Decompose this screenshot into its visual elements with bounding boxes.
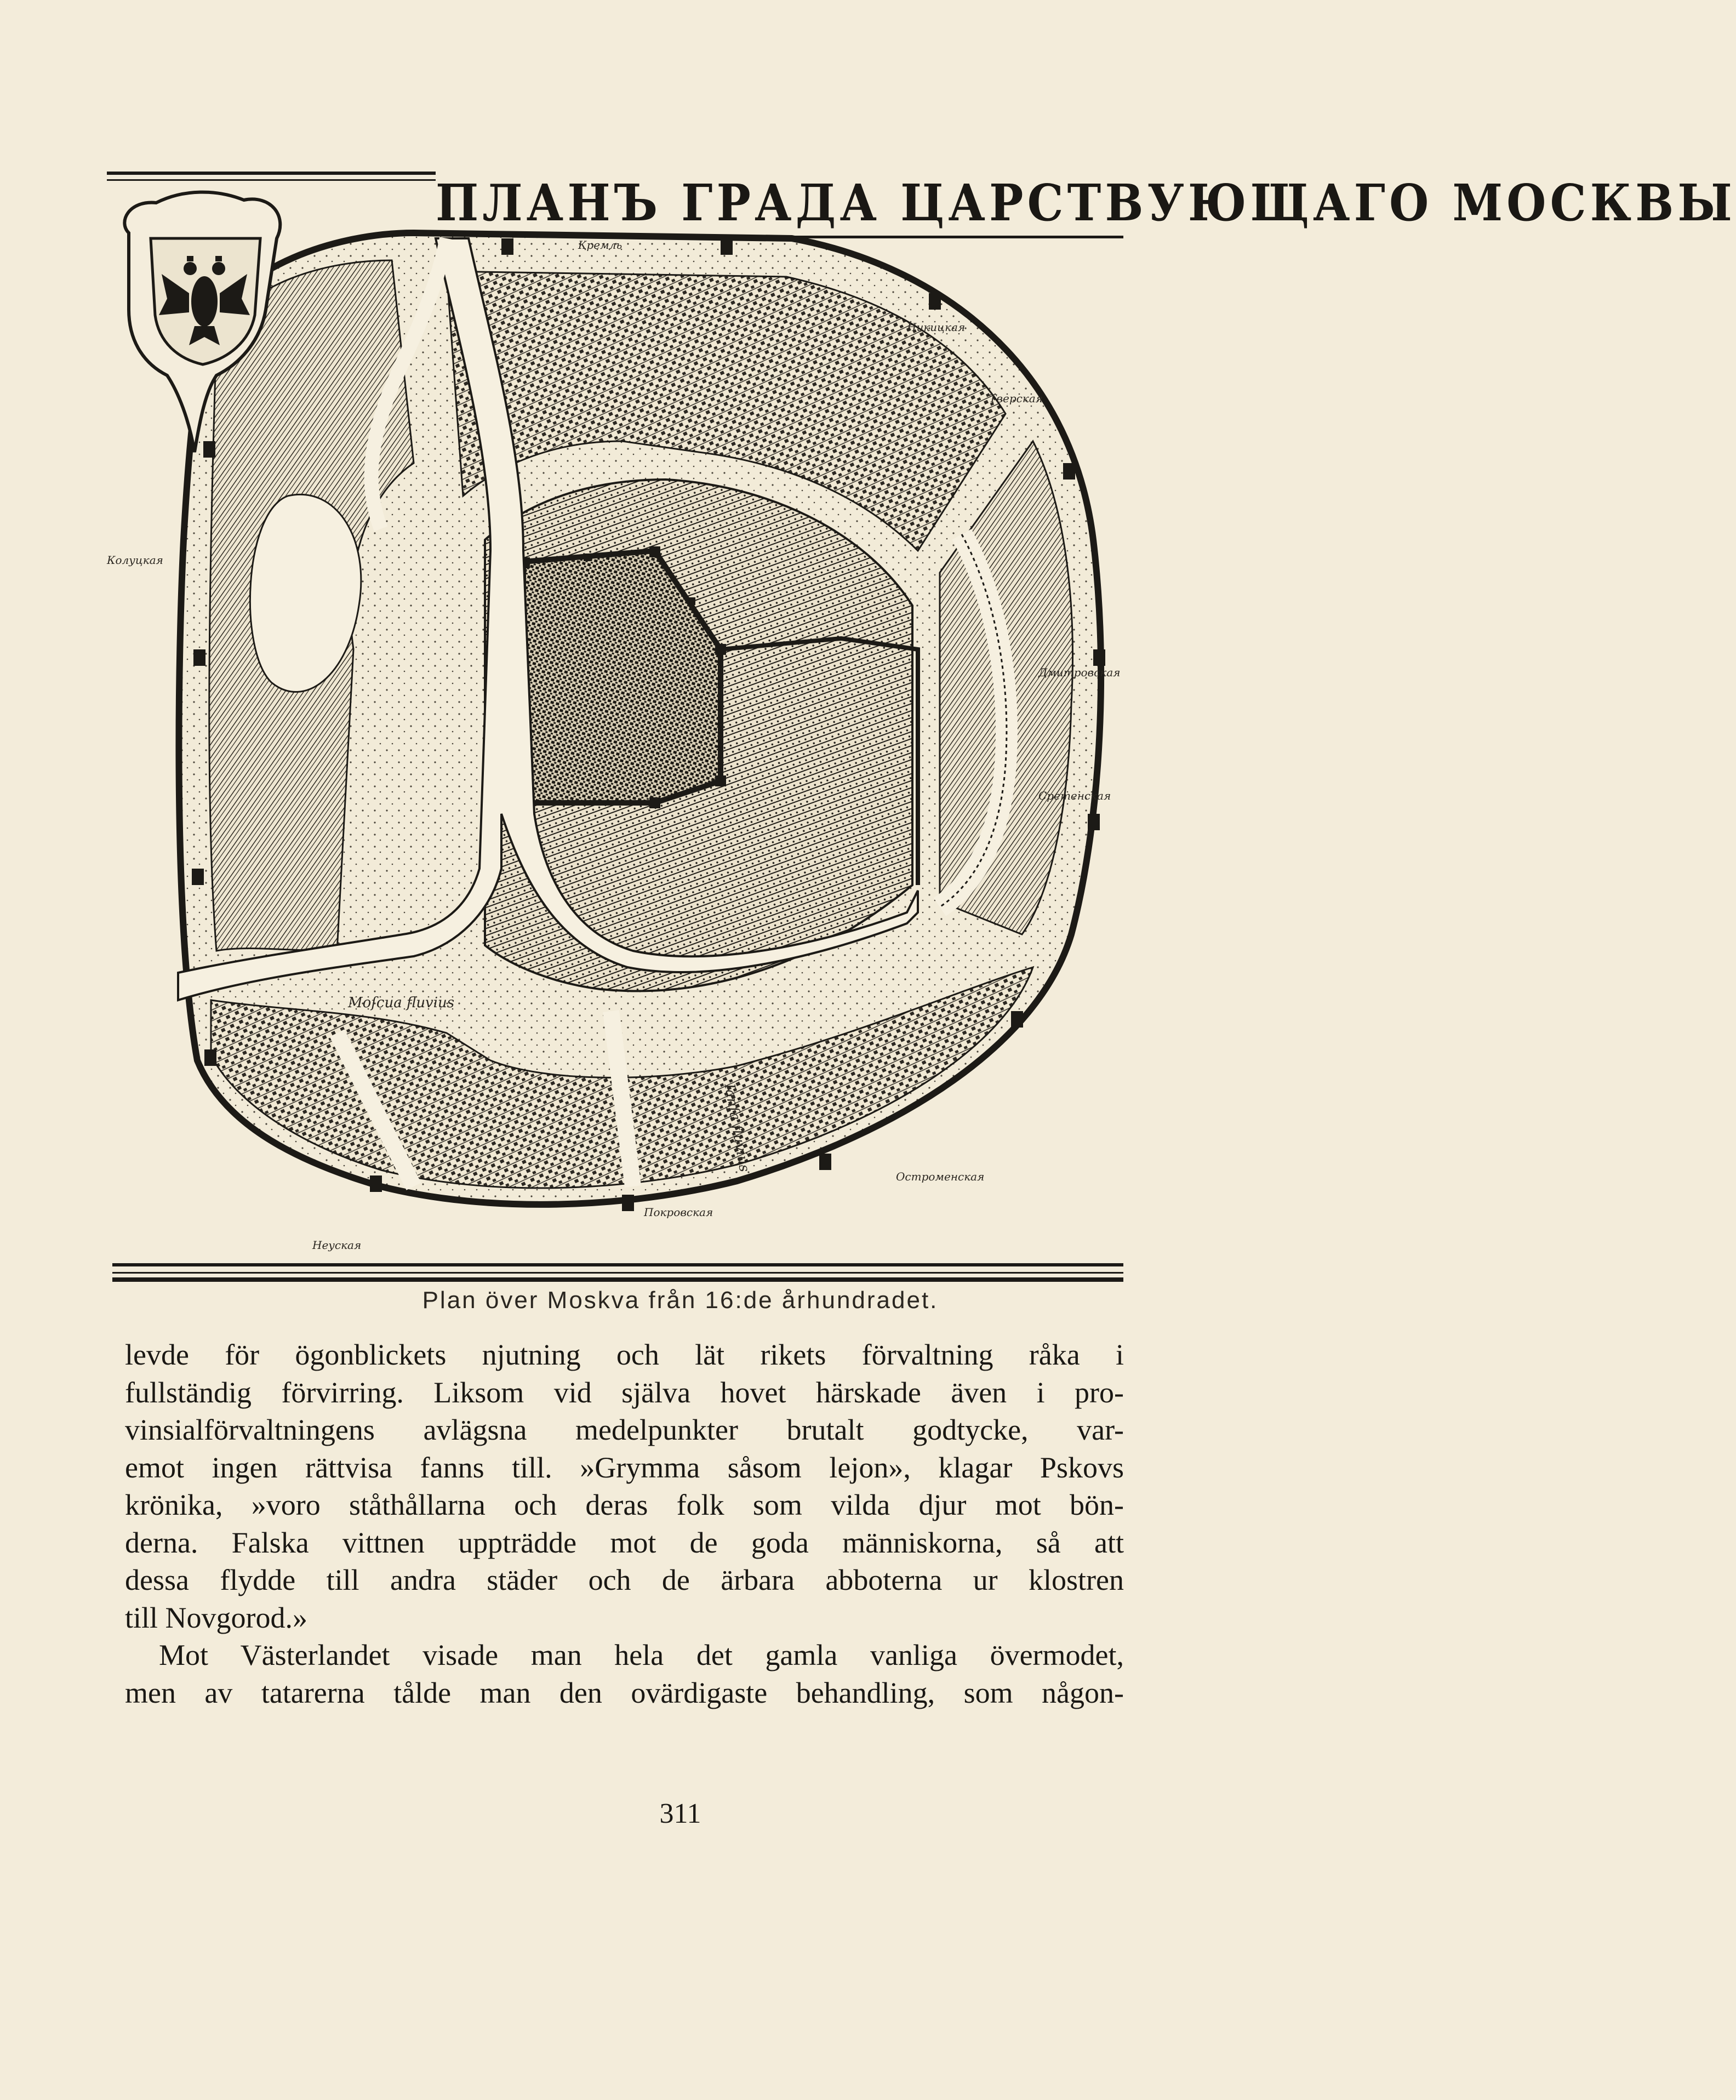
gate-label-nevskaya: Неуская <box>312 1239 362 1252</box>
gate-label-ostromenskaya: Остроменская <box>896 1170 985 1183</box>
text-line: fullständig förvirring. Liksom vid själva hovet härskade även i pro- <box>125 1376 1124 1409</box>
page-number: 311 <box>659 1798 701 1829</box>
gate-label-sretenskaya: Сретенская <box>1038 789 1111 802</box>
moskva-river-label: Moſcua fluvius <box>348 995 455 1011</box>
text-line: Mot Västerlandet visade man hela det gamla vanliga övermodet, <box>159 1639 1124 1671</box>
text-line: levde för ögonblickets njutning och lät rikets förvaltning råka i <box>125 1338 1124 1371</box>
label-kremlin-top: Кремль <box>578 238 623 252</box>
text-line: emot ingen rättvisa fanns till. »Grymma såsom lejon», klagar Pskovs <box>125 1451 1124 1484</box>
body-text <box>125 1336 1124 1711</box>
yauza-river-label: Ianſa fluvius <box>721 1082 753 1173</box>
gate-label-tverskaya: Тверская <box>989 392 1043 405</box>
text-line: krönika, »voro ståthållarna och deras folk som vilda djur mot bön- <box>125 1488 1124 1521</box>
map-title: ПЛАНЪ ГРАДА ЦАРСТВУЮЩАГО МОСКВЫ <box>436 173 1736 232</box>
text-line: till Novgorod.» <box>125 1601 307 1634</box>
map-drawing <box>107 156 1736 1296</box>
text-line: men av tatarerna tålde man den ovärdigaste behandling, som någon- <box>125 1676 1124 1709</box>
map-caption: Plan över Moskva från 16:de århundradet. <box>422 1287 939 1314</box>
text-line: vinsialförvaltningens avlägsna medelpunkter brutalt godtycke, var- <box>125 1413 1124 1446</box>
text-line: dessa flydde till andra städer och de ärbara abboterna ur klostren <box>125 1563 1124 1596</box>
gate-label-nikitskaya: Никицкая <box>907 321 966 334</box>
text-line: derna. Falska vittnen uppträdde mot de goda människorna, så att <box>125 1526 1124 1559</box>
gate-label-pokrovskaya: Покровская <box>644 1206 713 1219</box>
gate-label-dmitrovskaya: Дмитровская <box>1038 666 1121 679</box>
moscow-map-illustration <box>107 156 1736 1296</box>
gate-label-kaluga: Колуцкая <box>107 553 163 567</box>
